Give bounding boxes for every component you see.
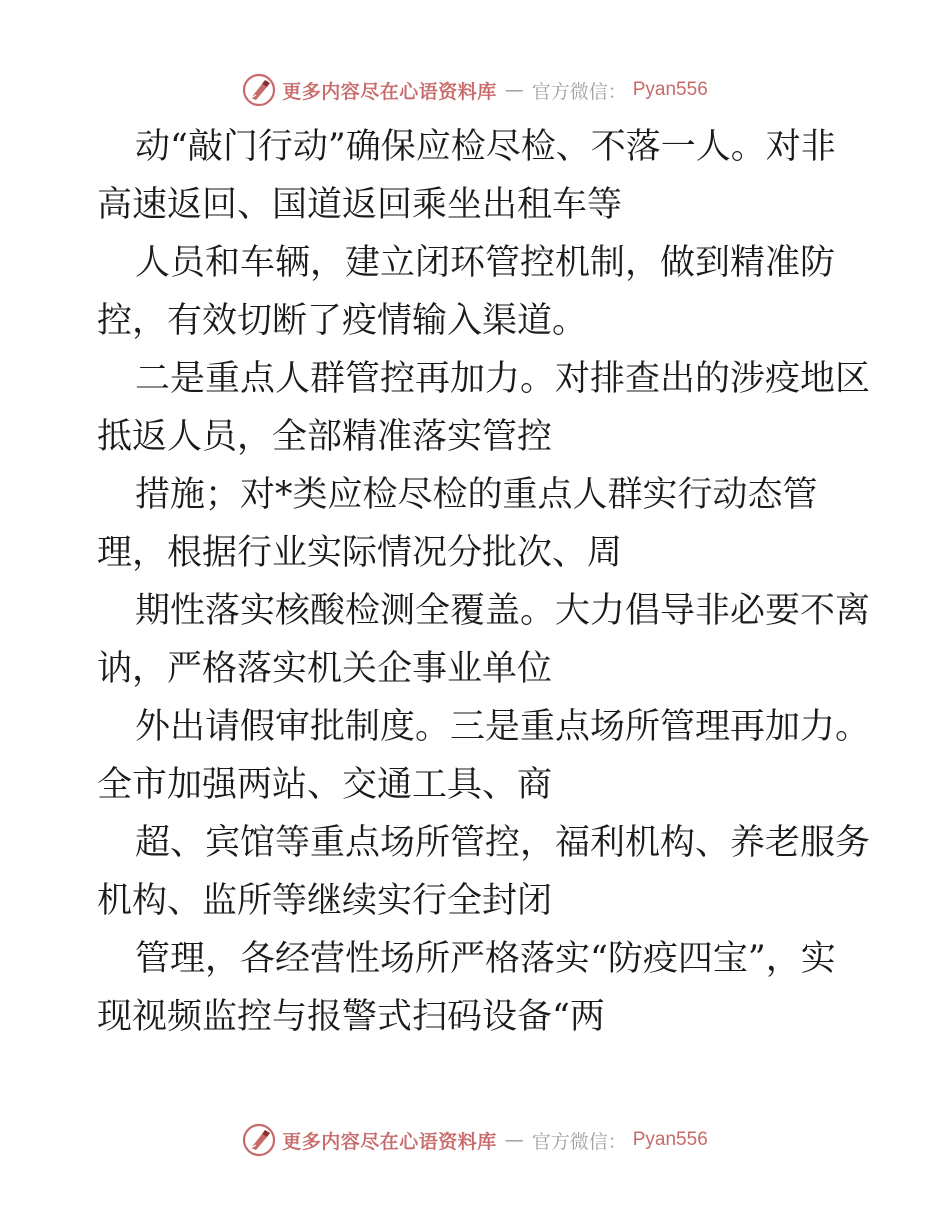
body-line: 人员和车辆，建立闭环管控机制，做到精准防 <box>135 243 836 283</box>
body-line: 超、宾馆等重点场所管控，福利机构、养老服务 <box>135 823 871 863</box>
footer-wechat-label: 官方微信： <box>531 1130 627 1153</box>
header-wechat-label: 官方微信： <box>531 80 627 103</box>
footer-wechat-id: Pyan556 <box>632 1129 708 1150</box>
body-line: 二是重点人群管控再加力。对排查出的涉疫地区 <box>135 359 871 399</box>
page-header <box>0 70 950 110</box>
body-line: 机构、监所等继续实行全封闭 <box>97 881 553 921</box>
header-brand-text: 更多内容尽在心语资料库 <box>282 80 497 103</box>
pen-nib-logo-icon <box>242 73 276 107</box>
footer-dash: — <box>504 1129 524 1151</box>
footer-brand <box>242 1123 708 1157</box>
body-line: 外出请假审批制度。三是重点场所管理再加力。 <box>135 707 871 747</box>
pen-nib-logo-icon <box>242 1123 276 1157</box>
footer-brand-text: 更多内容尽在心语资料库 <box>282 1130 497 1153</box>
body-line: 措施；对*类应检尽检的重点人群实行动态管 <box>135 475 818 515</box>
body-line: 期性落实核酸检测全覆盖。大力倡导非必要不离 <box>135 591 871 631</box>
body-line: 理，根据行业实际情况分批次、周 <box>97 533 623 573</box>
page-footer <box>0 1120 950 1160</box>
body-line: 高速返回、国道返回乘坐出租车等 <box>97 185 623 225</box>
document-body <box>97 118 871 1046</box>
body-line: 管理，各经营性场所严格落实“防疫四宝”，实 <box>135 939 836 979</box>
body-line: 讷，严格落实机关企事业单位 <box>97 649 553 689</box>
header-dash: — <box>504 79 524 101</box>
header-brand <box>242 73 708 107</box>
header-wechat-id: Pyan556 <box>632 79 708 100</box>
body-line: 现视频监控与报警式扫码设备“两 <box>97 997 605 1037</box>
body-line: 控，有效切断了疫情输入渠道。 <box>97 301 588 341</box>
body-line: 全市加强两站、交通工具、商 <box>97 765 553 805</box>
body-line: 动“敲门行动”确保应检尽检、不落一人。对非 <box>135 127 836 167</box>
body-line: 抵返人员，全部精准落实管控 <box>97 417 553 457</box>
